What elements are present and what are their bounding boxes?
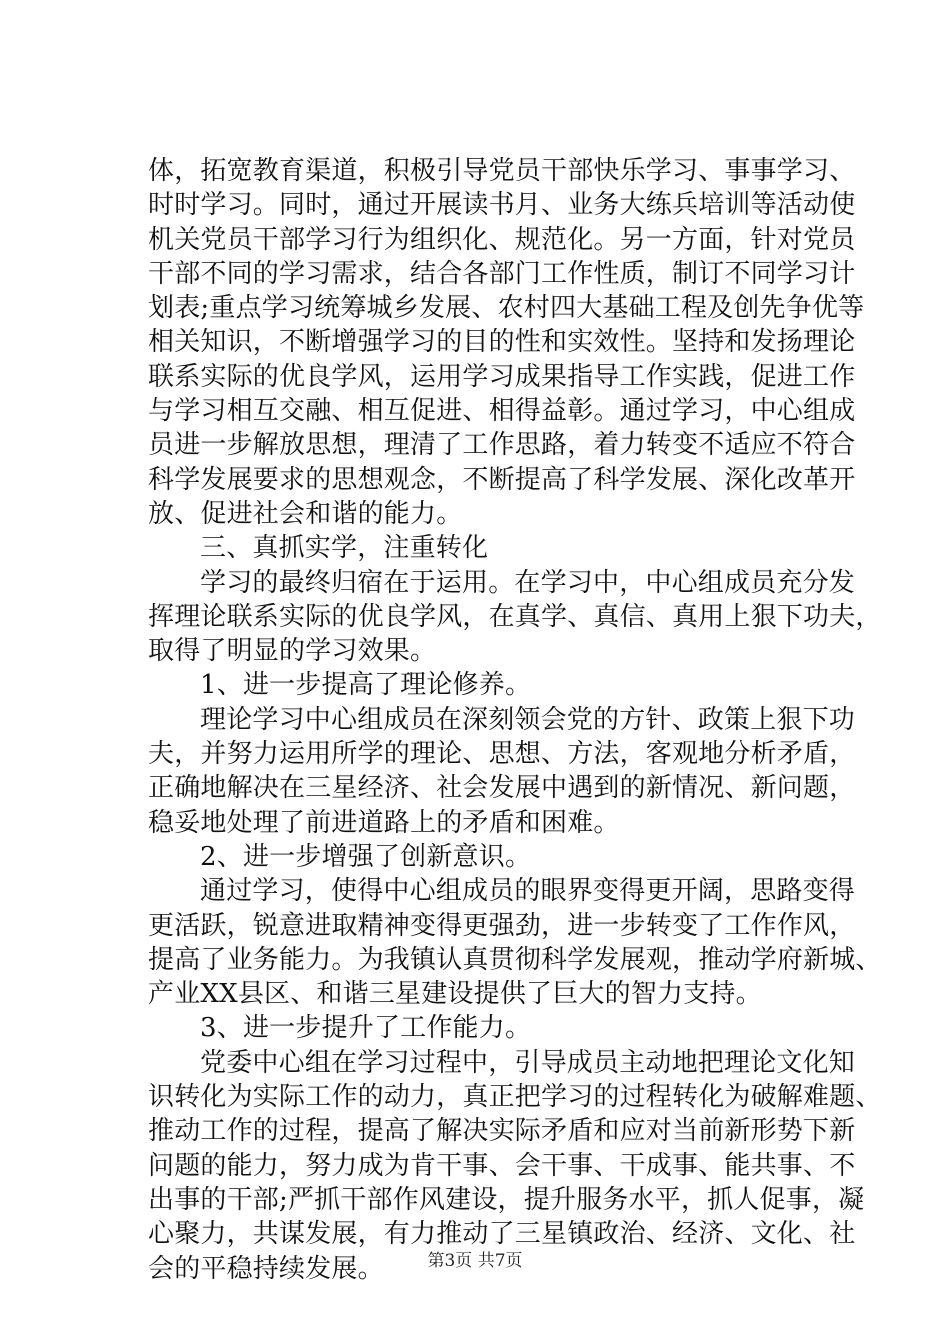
text-line: 划表;重点学习统筹城乡发展、农村四大基础工程及创先争优等 bbox=[148, 293, 865, 324]
text-line: 识转化为实际工作的动力，真正把学习的过程转化为破解难题、 bbox=[148, 1082, 882, 1113]
text-line: 问题的能力，努力成为肯干事、会干事、干成事、能共事、不 bbox=[148, 1150, 856, 1181]
text-line: 夫，并努力运用所学的理论、思想、方法，客观地分析矛盾， bbox=[148, 739, 856, 770]
text-line: 提高了业务能力。为我镇认真贯彻科学发展观，推动学府新城、 bbox=[148, 944, 882, 975]
text-line: 员进一步解放思想，理清了工作思路，着力转变不适应不符合 bbox=[148, 430, 856, 461]
text-line: 出事的干部;严抓干部作风建设，提升服务水平，抓人促事，凝 bbox=[148, 1184, 865, 1215]
text-line: 心聚力，共谋发展，有力推动了三星镇政治、经济、文化、社 bbox=[148, 1219, 856, 1250]
text-line: 放、促进社会和谐的能力。 bbox=[148, 498, 463, 529]
text-line: 通过学习，使得中心组成员的眼界变得更开阔，思路变得 bbox=[200, 876, 856, 907]
text-line: 机关党员干部学习行为组织化、规范化。另一方面，针对党员 bbox=[148, 224, 856, 255]
text-line: 联系实际的优良学风，运用学习成果指导工作实践，促进工作 bbox=[148, 361, 856, 392]
text-line: 干部不同的学习需求，结合各部门工作性质，制订不同学习计 bbox=[148, 258, 856, 289]
text-line: 党委中心组在学习过程中，引导成员主动地把理论文化知 bbox=[200, 1047, 856, 1078]
subsection-heading: 3、进一步提升了工作能力。 bbox=[200, 1013, 532, 1044]
document-body bbox=[148, 154, 882, 1286]
text-line: 时时学习。同时，通过开展读书月、业务大练兵培训等活动使 bbox=[148, 190, 856, 221]
text-line: 会的平稳持续发展。 bbox=[148, 1253, 384, 1284]
text-line: 理论学习中心组成员在深刻领会党的方针、政策上狠下功 bbox=[200, 704, 856, 735]
text-line: 稳妥地处理了前进道路上的矛盾和困难。 bbox=[148, 807, 620, 838]
page-footer: 第3页 共7页 bbox=[427, 1251, 523, 1271]
text-line: 与学习相互交融、相互促进、相得益彰。通过学习，中心组成 bbox=[148, 396, 856, 427]
text-line: 学习的最终归宿在于运用。在学习中，中心组成员充分发 bbox=[200, 567, 856, 598]
text-line: 产业XX县区、和谐三星建设提供了巨大的智力支持。 bbox=[148, 979, 762, 1010]
subsection-heading: 1、进一步提高了理论修养。 bbox=[200, 670, 532, 701]
text-line: 正确地解决在三星经济、社会发展中遇到的新情况、新问题， bbox=[148, 773, 856, 804]
section-heading: 三、真抓实学，注重转化 bbox=[200, 533, 489, 564]
text-line: 体，拓宽教育渠道，积极引导党员干部快乐学习、事事学习、 bbox=[148, 156, 856, 186]
text-line: 取得了明显的学习效果。 bbox=[148, 636, 437, 667]
text-line: 推动工作的过程，提高了解决实际矛盾和应对当前新形势下新 bbox=[148, 1116, 856, 1147]
text-line: 科学发展要求的思想观念，不断提高了科学发展、深化改革开 bbox=[148, 464, 856, 495]
text-line: 挥理论联系实际的优良学风，在真学、真信、真用上狠下功夫， bbox=[148, 601, 882, 632]
text-line: 相关知识，不断增强学习的目的性和实效性。坚持和发扬理论 bbox=[148, 327, 856, 358]
subsection-heading: 2、进一步增强了创新意识。 bbox=[200, 841, 532, 872]
text-line: 更活跃，锐意进取精神变得更强劲，进一步转变了工作作风， bbox=[148, 910, 856, 941]
